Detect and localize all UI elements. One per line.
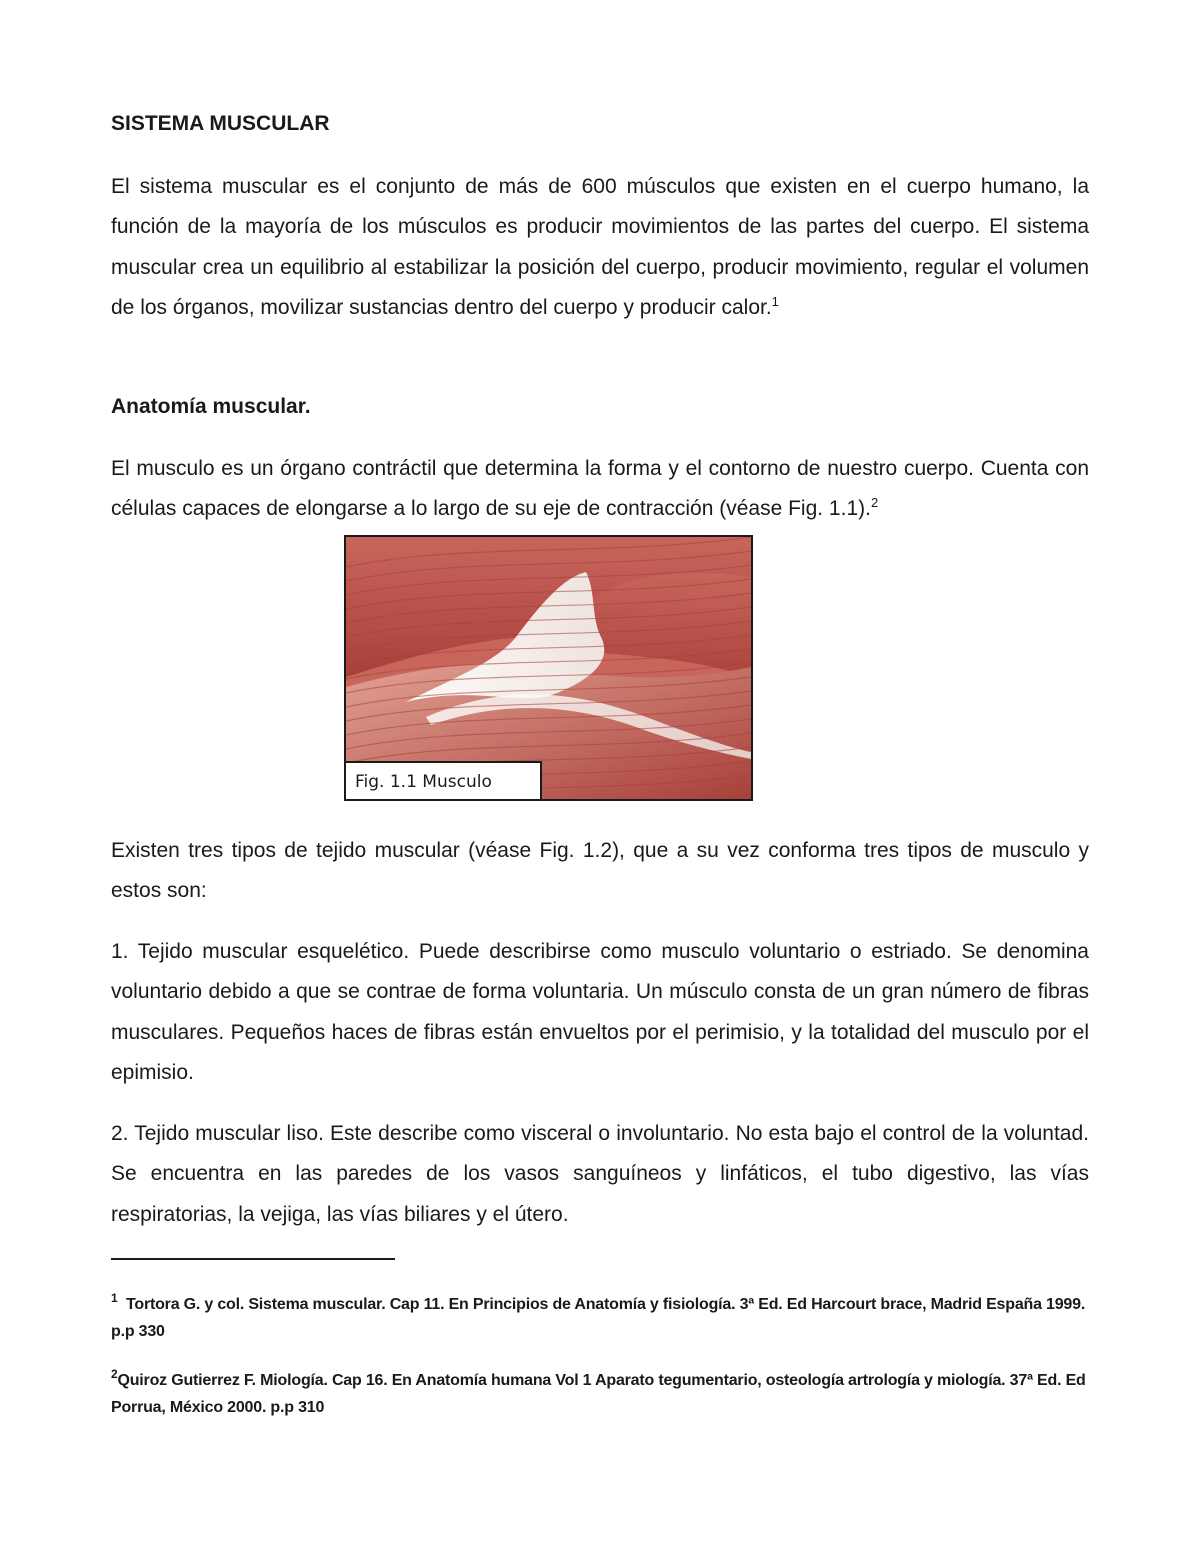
footnote-2 — [111, 1367, 1089, 1421]
figure-caption: Fig. 1.1 Musculo — [346, 761, 542, 799]
footnote-separator — [111, 1258, 395, 1260]
section-paragraph — [111, 449, 1089, 530]
footnote-2-number: 2 — [111, 1367, 118, 1381]
list-item-smooth: 2. Tejido muscular liso. Este describe como visceral o involuntario. No esta bajo el control de la voluntad. Se encuentra en las paredes de los vasos sanguíneos y linfáticos, el tubo digestivo, las vías respiratorias, la vejiga, las vías biliares y el útero. — [111, 1122, 1089, 1226]
types-intro-paragraph: Existen tres tipos de tejido muscular (véase Fig. 1.2), que a su vez conforma tres tipos de musculo y estos son: — [111, 839, 1089, 903]
footnote-1 — [111, 1291, 1089, 1345]
section-heading: Anatomía muscular. — [111, 395, 311, 418]
footnote-1-text: Tortora G. y col. Sistema muscular. Cap 11. En Principios de Anatomía y fisiología. 3ª Ed. Ed Harcourt brace, Madrid España 1999. p.p 330 — [111, 1296, 1086, 1340]
footnote-2-text: Quiroz Gutierrez F. Miología. Cap 16. En Anatomía humana Vol 1 Aparato tegumentario, osteología artrología y miología. 37ª Ed. Ed Porrua, México 2000. p.p 310 — [111, 1372, 1086, 1416]
footnote-ref-2[interactable]: 2 — [870, 495, 879, 511]
page-title: SISTEMA MUSCULAR — [111, 112, 330, 135]
list-item-skeletal: 1. Tejido muscular esquelético. Puede describirse como musculo voluntario o estriado. Se denomina voluntario debido a que se contrae de forma voluntaria. Un músculo consta de un gran número de fibras musculares. Pequeños haces de fibras están envueltos por el perimisio, y la totalidad del musculo por el epimisio. — [111, 940, 1089, 1084]
intro-text: El sistema muscular es el conjunto de más de 600 músculos que existen en el cuerpo humano, la función de la mayoría de los músculos es producir movimientos de las partes del cuerpo. El sistema muscular crea un equilibrio al estabilizar la posición del cuerpo, producir movimiento, regular el volumen de los órganos, movilizar sustancias dentro del cuerpo y producir calor. — [111, 175, 1089, 319]
section-text: El musculo es un órgano contráctil que determina la forma y el contorno de nuestro cuerpo. Cuenta con células capaces de elongarse a lo largo de su eje de contracción (véase Fig. 1.1). — [111, 457, 1089, 521]
footnote-ref-1[interactable]: 1 — [771, 293, 779, 309]
muscle-figure — [344, 535, 753, 801]
footnote-1-number: 1 — [111, 1291, 118, 1305]
intro-paragraph — [111, 167, 1089, 328]
muscle-illustration — [346, 537, 751, 799]
